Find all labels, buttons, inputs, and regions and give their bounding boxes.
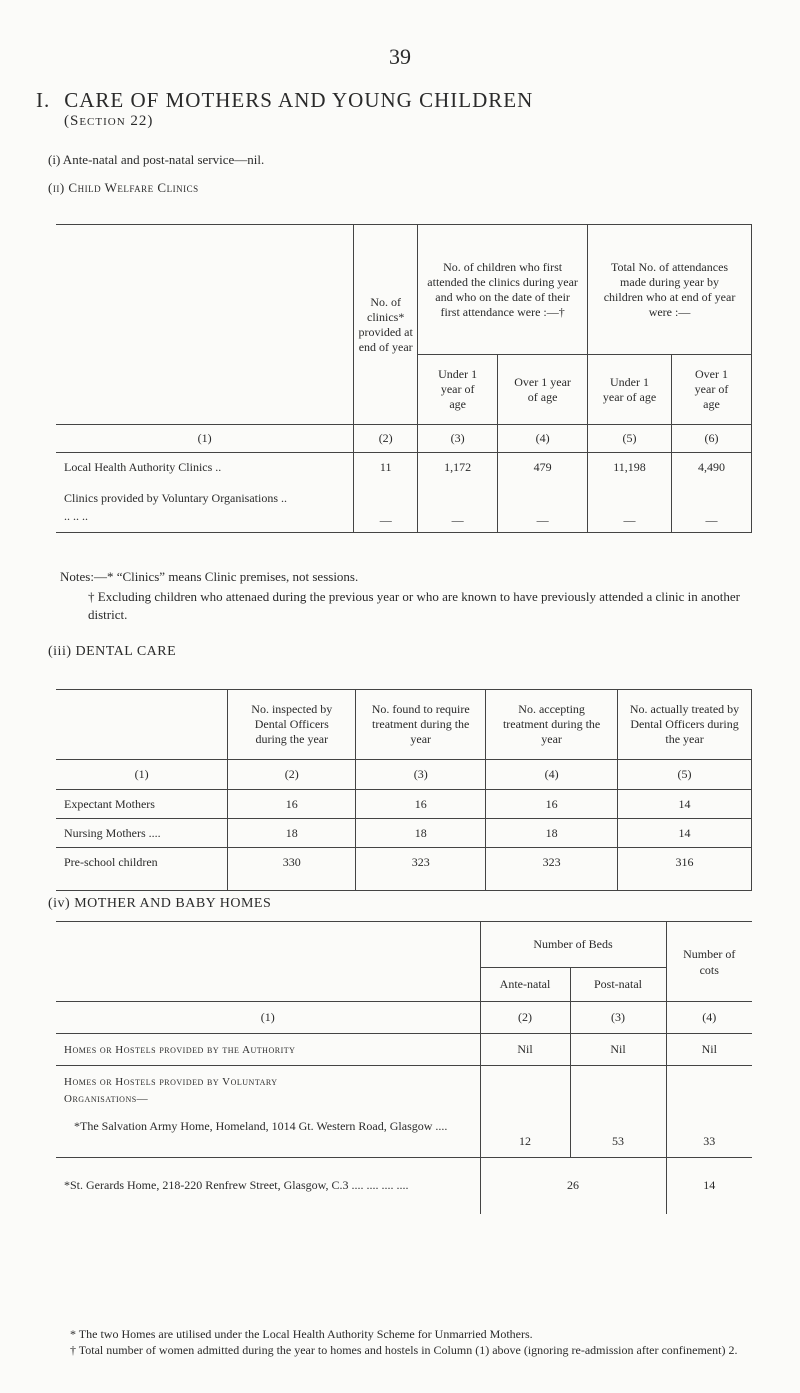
homes-header-blank	[56, 922, 480, 1002]
col-number: (5)	[618, 760, 752, 790]
row-label: Local Health Authority Clinics ..	[56, 453, 354, 483]
table-cell: 16	[356, 790, 486, 819]
clinics-header-total-attendances: Total No. of attendances made during year by children who at end of year were :—	[588, 225, 752, 355]
table-cell: 18	[486, 819, 618, 848]
table-cell: 4,490	[672, 453, 752, 483]
section-reference: (Section 22)	[64, 113, 154, 129]
col-number: (1)	[56, 1002, 480, 1034]
table-row	[56, 790, 752, 819]
note-clinics-2: † Excluding children who attenaed during the previous year or who are known to have previously attended a clinic in another district.	[88, 589, 740, 622]
col-number: (3)	[570, 1002, 666, 1034]
table-cell: 1,172	[418, 453, 498, 483]
page-number: 39	[389, 44, 411, 69]
table-cell: Nil	[480, 1034, 570, 1066]
dental-table	[56, 689, 752, 891]
note-homes-1: * The two Homes are utilised under the Local Health Authority Scheme for Unmarried Mothers.	[70, 1327, 533, 1341]
col-number: (5)	[588, 425, 672, 453]
table-cell: 16	[228, 790, 356, 819]
clinics-header-col2: No. of clinics* provided at end of year	[354, 225, 418, 425]
col-number: (3)	[356, 760, 486, 790]
note-clinics-1: Notes:—* “Clinics” means Clinic premises, not sessions.	[60, 569, 359, 584]
row-label: Expectant Mothers	[56, 790, 228, 819]
col-number: (1)	[56, 425, 354, 453]
table-cell: 479	[498, 453, 588, 483]
dental-header-require: No. found to require treatment during the year	[356, 690, 486, 760]
salvation-army-label: *The Salvation Army Home, Homeland, 1014 Gt. Western Road, Glasgow ....	[74, 1119, 448, 1133]
homes-header-ante-natal: Ante-natal	[480, 968, 570, 1002]
table-row	[56, 848, 752, 891]
clinics-header-under-1-att: Under 1 year of age	[588, 355, 672, 425]
row-label: Clinics provided by Voluntary Organisations .. .. .. ..	[56, 483, 354, 533]
col-number: (2)	[480, 1002, 570, 1034]
table-row	[56, 819, 752, 848]
table-cell: Nil	[666, 1034, 752, 1066]
homes-header-cots: Number of cots	[666, 922, 752, 1002]
table-cell: 33	[666, 1066, 752, 1158]
section-number: I.	[36, 88, 51, 112]
table-row	[56, 1034, 752, 1066]
clinics-table	[56, 224, 752, 533]
notes-clinics	[60, 568, 760, 624]
table-cell: —	[418, 483, 498, 533]
col-number: (6)	[672, 425, 752, 453]
table-cell: 316	[618, 848, 752, 891]
section-title: CARE OF MOTHERS AND YOUNG CHILDREN	[64, 88, 534, 112]
section-heading	[36, 88, 533, 113]
table-row	[56, 453, 752, 483]
row-label: Homes or Hostels provided by the Authority	[56, 1034, 480, 1066]
dental-header-treated: No. actually treated by Dental Officers during the year	[618, 690, 752, 760]
table-cell: —	[498, 483, 588, 533]
col-number: (4)	[666, 1002, 752, 1034]
col-number: (3)	[418, 425, 498, 453]
table-cell: 14	[618, 790, 752, 819]
voluntary-heading: Homes or Hostels provided by Voluntary Organisations—	[64, 1076, 278, 1105]
table-row	[56, 1158, 752, 1214]
table-cell: 14	[666, 1158, 752, 1214]
subsection-iv: (iv) MOTHER AND BABY HOMES	[48, 896, 272, 911]
col-number: (4)	[486, 760, 618, 790]
col-number: (2)	[228, 760, 356, 790]
table-cell: 16	[486, 790, 618, 819]
table-cell: 323	[356, 848, 486, 891]
note-homes-2: † Total number of women admitted during the year to homes and hostels in Column (1) above (ignoring re-admission after confinement) 2.	[70, 1343, 738, 1357]
row-label: *St. Gerards Home, 218-220 Renfrew Street, Glasgow, C.3 .... .... .... ....	[56, 1158, 480, 1214]
table-cell: 323	[486, 848, 618, 891]
table-row	[56, 483, 752, 533]
table-cell: —	[354, 483, 418, 533]
dental-header-accepting: No. accepting treatment during the year	[486, 690, 618, 760]
subsection-ii: (ii) Child Welfare Clinics	[48, 180, 199, 195]
table-cell: 53	[570, 1066, 666, 1158]
table-cell: 11,198	[588, 453, 672, 483]
table-cell: —	[672, 483, 752, 533]
dental-header-blank	[56, 690, 228, 760]
col-number: (2)	[354, 425, 418, 453]
subsection-iii: (iii) DENTAL CARE	[48, 644, 177, 659]
subsection-i: (i) Ante-natal and post-natal service—nil.	[48, 152, 265, 167]
table-cell: 18	[356, 819, 486, 848]
table-cell: 11	[354, 453, 418, 483]
homes-header-beds: Number of Beds	[480, 922, 666, 968]
clinics-header-over-1-att: Over 1 year of age	[672, 355, 752, 425]
col-number: (4)	[498, 425, 588, 453]
clinics-header-under-1: Under 1 year of age	[418, 355, 498, 425]
table-cell: 12	[480, 1066, 570, 1158]
table-cell: 26	[480, 1158, 666, 1214]
voluntary-homes-cell	[56, 1066, 480, 1158]
homes-header-post-natal: Post-natal	[570, 968, 666, 1002]
table-cell: 330	[228, 848, 356, 891]
row-label: Pre-school children	[56, 848, 228, 891]
table-cell: Nil	[570, 1034, 666, 1066]
clinics-header-blank	[56, 225, 354, 425]
table-cell: 18	[228, 819, 356, 848]
homes-table	[56, 921, 752, 1214]
row-label: Nursing Mothers ....	[56, 819, 228, 848]
col-number: (1)	[56, 760, 228, 790]
notes-homes	[60, 1326, 760, 1358]
clinics-header-over-1: Over 1 year of age	[498, 355, 588, 425]
table-cell: 14	[618, 819, 752, 848]
table-row	[56, 1066, 752, 1158]
table-cell: —	[588, 483, 672, 533]
clinics-header-first-attended: No. of children who first attended the clinics during year and who on the date of their first attendance were :—†	[418, 225, 588, 355]
dental-header-inspected: No. inspected by Dental Officers during the year	[228, 690, 356, 760]
